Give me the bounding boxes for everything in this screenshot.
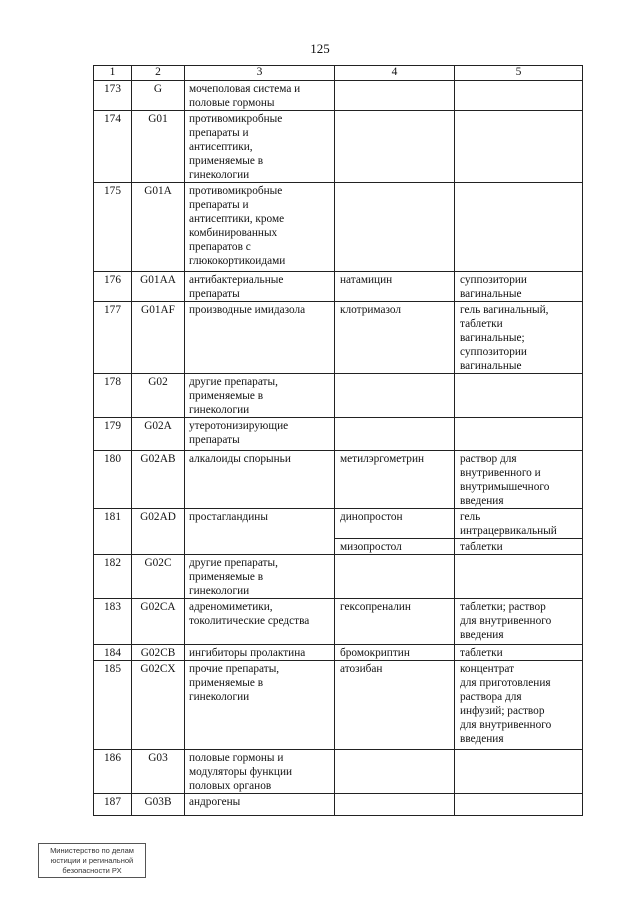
ministry-stamp (38, 843, 146, 878)
group-name: другие препараты, применяемые в гинекологии (189, 376, 278, 416)
atc-code: G01AF (132, 302, 185, 374)
dosage-form: концентрат для приготовления раствора для инфузий; раствор для внутривенного введения (460, 663, 552, 745)
column-header-5: 5 (455, 66, 583, 81)
group-name: адреномиметики, токолитические средства (189, 601, 310, 627)
row-number: 176 (94, 272, 132, 302)
drug-name: бромокриптин (340, 647, 410, 659)
drug-name: клотримазол (340, 304, 402, 316)
group-name: производные имидазола (189, 304, 306, 316)
atc-code: G01AA (132, 272, 185, 302)
table-row (94, 451, 583, 509)
row-number: 181 (94, 509, 132, 555)
atc-code: G01A (132, 183, 185, 272)
atc-code: G03 (132, 750, 185, 794)
column-header-3: 3 (185, 66, 335, 81)
table-row (94, 81, 583, 111)
row-number: 173 (94, 81, 132, 111)
group-name: андрогены (189, 796, 241, 808)
table-row (94, 272, 583, 302)
atc-code: G03B (132, 794, 185, 816)
dosage-form: раствор для внутривенного и внутримышечного введения (460, 453, 550, 507)
dosage-form: таблетки; раствор для внутривенного введения (460, 601, 552, 641)
dosage-form: таблетки (460, 541, 503, 553)
table-row (94, 661, 583, 750)
row-number: 187 (94, 794, 132, 816)
dosage-form: гель вагинальный, таблетки вагинальные; суппозитории вагинальные (460, 304, 549, 372)
atc-code: G02CA (132, 599, 185, 645)
table-header-row (94, 66, 583, 81)
row-number: 179 (94, 418, 132, 451)
row-number: 178 (94, 374, 132, 418)
column-header-2: 2 (132, 66, 185, 81)
row-number: 174 (94, 111, 132, 183)
atc-code: G02CB (132, 645, 185, 661)
atc-code: G02CX (132, 661, 185, 750)
row-number: 177 (94, 302, 132, 374)
table-row (94, 750, 583, 794)
atc-code: G02 (132, 374, 185, 418)
group-name: половые гормоны и модуляторы функции половых органов (189, 752, 293, 792)
row-number: 175 (94, 183, 132, 272)
dosage-form: таблетки (460, 647, 503, 659)
group-name: противомикробные препараты и антисептики, кроме комбинированных препаратов с глюкокортикоидами (189, 185, 286, 267)
table-row (94, 599, 583, 645)
table-row (94, 509, 583, 539)
row-number: 185 (94, 661, 132, 750)
group-name: утеротонизирующие препараты (189, 420, 289, 446)
drug-name: гексопреналин (340, 601, 411, 613)
drug-name: метилэргометрин (340, 453, 425, 465)
table-row (94, 645, 583, 661)
table-row (94, 418, 583, 451)
stamp-line: юстиции и регинальной (50, 856, 134, 865)
drug-name: натамицин (340, 274, 393, 286)
atc-code: G02C (132, 555, 185, 599)
column-header-4: 4 (335, 66, 455, 81)
atc-code: G (132, 81, 185, 111)
group-name: ингибиторы пролактина (189, 647, 306, 659)
atc-code: G02A (132, 418, 185, 451)
row-number: 186 (94, 750, 132, 794)
table-row (94, 302, 583, 374)
stamp-line: безопасности РХ (62, 866, 122, 875)
group-name: другие препараты, применяемые в гинекологии (189, 557, 278, 597)
row-number: 184 (94, 645, 132, 661)
drug-table (93, 65, 583, 816)
table-row (94, 555, 583, 599)
atc-code: G02AB (132, 451, 185, 509)
row-number: 182 (94, 555, 132, 599)
drug-name: атозибан (340, 663, 383, 675)
stamp-line: Министерство по делам (50, 846, 134, 855)
row-number: 183 (94, 599, 132, 645)
row-number: 180 (94, 451, 132, 509)
table-row (94, 374, 583, 418)
dosage-form: суппозитории вагинальные (460, 274, 527, 300)
group-name: прочие препараты, применяемые в гинекологии (189, 663, 280, 703)
group-name: алкалоиды спорыньи (189, 453, 291, 465)
drug-name: динопростон (340, 511, 403, 523)
dosage-form: гель интрацервикальный (460, 511, 557, 537)
group-name: простагландины (189, 511, 268, 523)
drug-name: мизопростол (340, 541, 402, 553)
table-row (94, 111, 583, 183)
table-row (94, 183, 583, 272)
group-name: противомикробные препараты и антисептики, применяемые в гинекологии (189, 113, 283, 181)
table-row (94, 794, 583, 816)
column-header-1: 1 (94, 66, 132, 81)
group-name: мочеполовая система и половые гормоны (189, 83, 301, 109)
atc-code: G02AD (132, 509, 185, 555)
page-number: 125 (310, 41, 330, 56)
group-name: антибактериальные препараты (189, 274, 284, 300)
atc-code: G01 (132, 111, 185, 183)
